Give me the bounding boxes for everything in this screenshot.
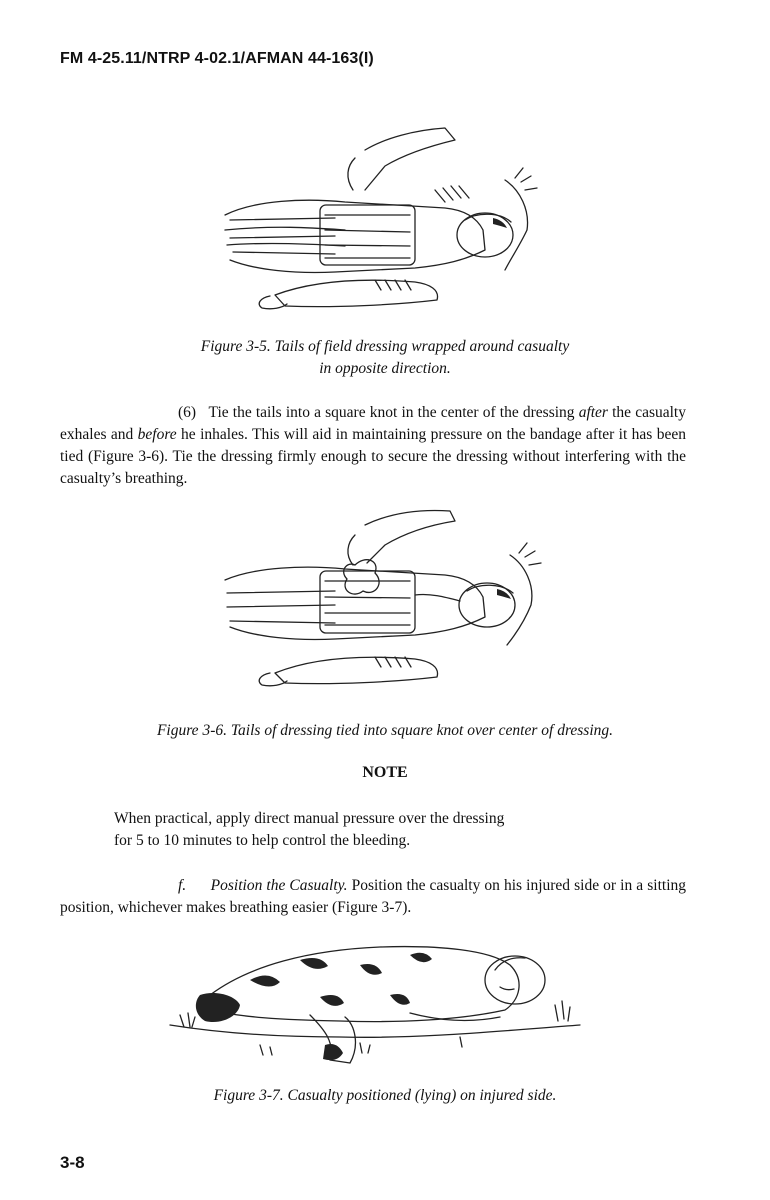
figure-3-6-illustration (215, 505, 555, 705)
figure-3-5-caption-line1: Figure 3-5. Tails of field dressing wrapped around casualty (200, 338, 570, 355)
figure-3-6-caption: Figure 3-6. Tails of dressing tied into square knot over center of dressing. (156, 722, 614, 739)
casualty-square-knot-drawing (215, 505, 555, 705)
document-header: FM 4-25.11/NTRP 4-02.1/AFMAN 44-163(I) (60, 50, 374, 67)
casualty-bandage-wrap-drawing (215, 120, 555, 320)
step-6-paragraph (60, 402, 686, 490)
step-6-text-c: he inhales. This will aid in maintaining pressure on the bandage after it has been tied (Figure 3-6). Tie the dressing firmly enough to secure the dressing without interfering with the casualty’s breathing. (60, 426, 686, 487)
note-line-1: When practical, apply direct manual pressure over the dressing (114, 810, 505, 827)
casualty-on-side-drawing (160, 925, 590, 1070)
step-6-text-b: the casualty exhales and (60, 404, 686, 443)
step-f-heading: Position the Casualty. (210, 877, 348, 894)
figure-3-7-caption: Figure 3-7. Casualty positioned (lying) on injured side. (213, 1087, 557, 1104)
note-heading: NOTE (362, 764, 408, 781)
step-6-number: (6) (178, 404, 197, 421)
figure-3-5-illustration (215, 120, 555, 320)
step-f-paragraph (60, 875, 686, 919)
note-line-2: for 5 to 10 minutes to help control the bleeding. (114, 832, 411, 849)
step-f-label: f. (178, 877, 187, 894)
note-body (114, 808, 654, 852)
figure-3-5-caption-line2: in opposite direction. (319, 360, 451, 377)
step-6-emphasis-after: after (578, 404, 608, 421)
step-6-text-a: Tie the tails into a square knot in the center of the dressing (208, 404, 579, 421)
step-f-text: Position the casualty on his injured side or in a sitting position, whichever makes breathing easier (Figure 3-7). (60, 877, 687, 916)
figure-3-7-illustration (160, 925, 590, 1070)
step-6-emphasis-before: before (137, 426, 177, 443)
page-number: 3-8 (60, 1153, 85, 1172)
